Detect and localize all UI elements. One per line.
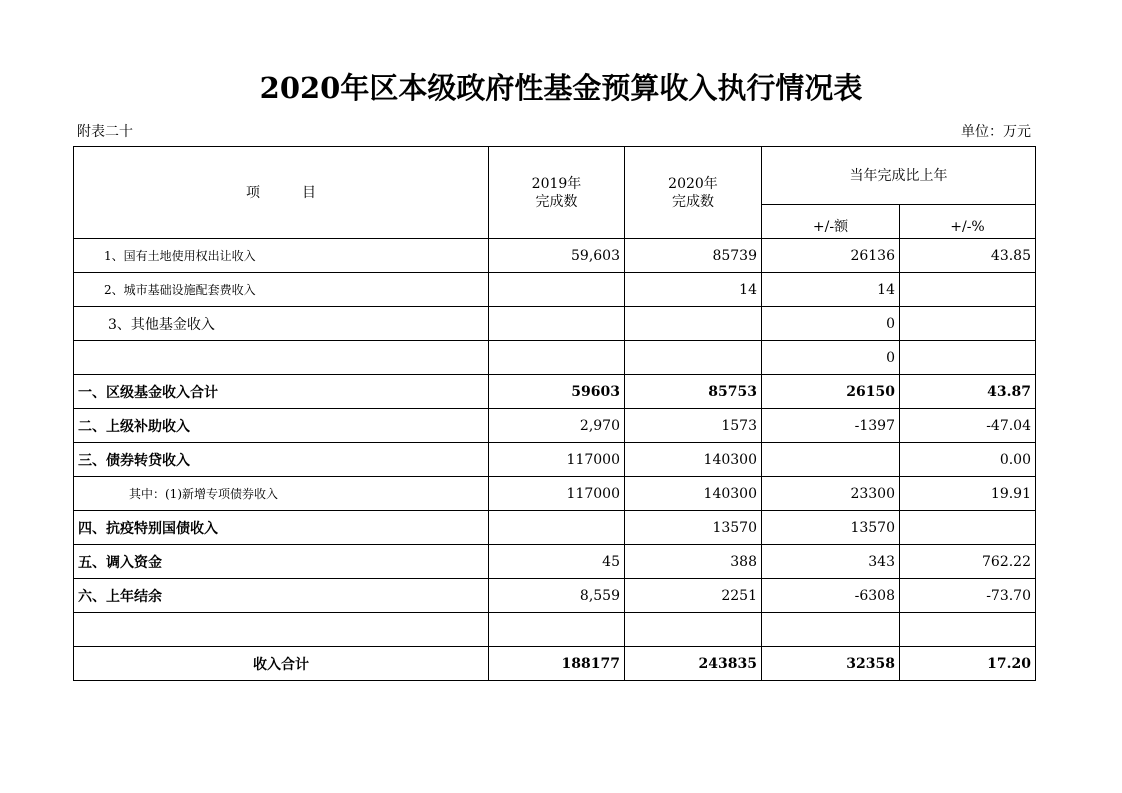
cell-pct: 43.85	[900, 239, 1036, 273]
cell-diff	[762, 443, 900, 477]
row-label: 六、上年结余	[74, 579, 489, 613]
header-2020-line2: 完成数	[672, 193, 714, 210]
table-row	[74, 273, 1036, 307]
cell-diff: -6308	[762, 579, 900, 613]
cell-2020: 388	[625, 545, 762, 579]
cell-pct	[900, 613, 1036, 647]
header-2020	[625, 147, 762, 239]
cell-diff: 343	[762, 545, 900, 579]
cell-pct: -73.70	[900, 579, 1036, 613]
cell-diff: 23300	[762, 477, 900, 511]
row-label: 二、上级补助收入	[74, 409, 489, 443]
cell-2020	[625, 341, 762, 375]
header-diff-pct: +/-%	[900, 205, 1036, 239]
unit-label: 单位：万元	[961, 124, 1031, 140]
row-label: 五、调入资金	[74, 545, 489, 579]
table-row	[74, 579, 1036, 613]
cell-diff	[762, 613, 900, 647]
cell-2020: 85753	[625, 375, 762, 409]
table-row	[74, 307, 1036, 341]
cell-pct: -47.04	[900, 409, 1036, 443]
row-label: 三、债券转贷收入	[74, 443, 489, 477]
cell-2019: 59,603	[489, 239, 625, 273]
table-row	[74, 239, 1036, 273]
cell-pct: 43.87	[900, 375, 1036, 409]
cell-2019: 45	[489, 545, 625, 579]
revenue-table	[73, 146, 1036, 681]
cell-diff: 0	[762, 341, 900, 375]
table-row	[74, 341, 1036, 375]
header-item-text: 项 目	[246, 184, 316, 201]
cell-2019	[489, 511, 625, 545]
cell-pct	[900, 341, 1036, 375]
cell-diff: 26136	[762, 239, 900, 273]
cell-2020: 140300	[625, 477, 762, 511]
total-2020: 243835	[625, 647, 762, 681]
table-row	[74, 613, 1036, 647]
cell-diff: 13570	[762, 511, 900, 545]
cell-2020	[625, 307, 762, 341]
row-label: 3、其他基金收入	[74, 307, 489, 341]
header-compare: 当年完成比上年	[762, 147, 1036, 205]
row-label: 一、区级基金收入合计	[74, 375, 489, 409]
cell-diff: 14	[762, 273, 900, 307]
header-item	[74, 147, 489, 239]
page-title: 2020年区本级政府性基金预算收入执行情况表	[259, 71, 863, 105]
cell-pct: 762.22	[900, 545, 1036, 579]
cell-2019: 2,970	[489, 409, 625, 443]
table-row	[74, 443, 1036, 477]
header-2019	[489, 147, 625, 239]
table-row	[74, 545, 1036, 579]
cell-diff: -1397	[762, 409, 900, 443]
cell-2019: 59603	[489, 375, 625, 409]
cell-pct: 19.91	[900, 477, 1036, 511]
total-row	[74, 647, 1036, 681]
cell-diff: 0	[762, 307, 900, 341]
row-label: 1、国有土地使用权出让收入	[74, 239, 489, 273]
cell-2020: 13570	[625, 511, 762, 545]
header-2019-line2: 完成数	[535, 193, 578, 210]
total-label: 收入合计	[74, 647, 489, 681]
table-row	[74, 375, 1036, 409]
cell-2020	[625, 613, 762, 647]
cell-diff: 26150	[762, 375, 900, 409]
header-2019-line1: 2019年	[531, 175, 582, 192]
row-label: 2、城市基础设施配套费收入	[74, 273, 489, 307]
table-row	[74, 409, 1036, 443]
header-2020-line1: 2020年	[668, 175, 718, 192]
header-diff-amount: +/-额	[762, 205, 900, 239]
cell-2020: 85739	[625, 239, 762, 273]
total-pct: 17.20	[900, 647, 1036, 681]
cell-pct	[900, 307, 1036, 341]
attachment-label: 附表二十	[77, 124, 133, 140]
total-diff: 32358	[762, 647, 900, 681]
cell-2020: 1573	[625, 409, 762, 443]
cell-2019: 117000	[489, 443, 625, 477]
cell-2019	[489, 273, 625, 307]
cell-2019	[489, 613, 625, 647]
cell-2020: 140300	[625, 443, 762, 477]
table-row	[74, 477, 1036, 511]
cell-2019: 117000	[489, 477, 625, 511]
cell-2020: 2251	[625, 579, 762, 613]
row-label: 其中：(1)新增专项债券收入	[74, 477, 489, 511]
cell-2019: 8,559	[489, 579, 625, 613]
row-label	[74, 341, 489, 375]
cell-2020: 14	[625, 273, 762, 307]
total-2019: 188177	[489, 647, 625, 681]
cell-2019	[489, 341, 625, 375]
table-row	[74, 511, 1036, 545]
cell-pct	[900, 511, 1036, 545]
row-label: 四、抗疫特别国债收入	[74, 511, 489, 545]
row-label	[74, 613, 489, 647]
cell-pct	[900, 273, 1036, 307]
cell-2019	[489, 307, 625, 341]
cell-pct: 0.00	[900, 443, 1036, 477]
